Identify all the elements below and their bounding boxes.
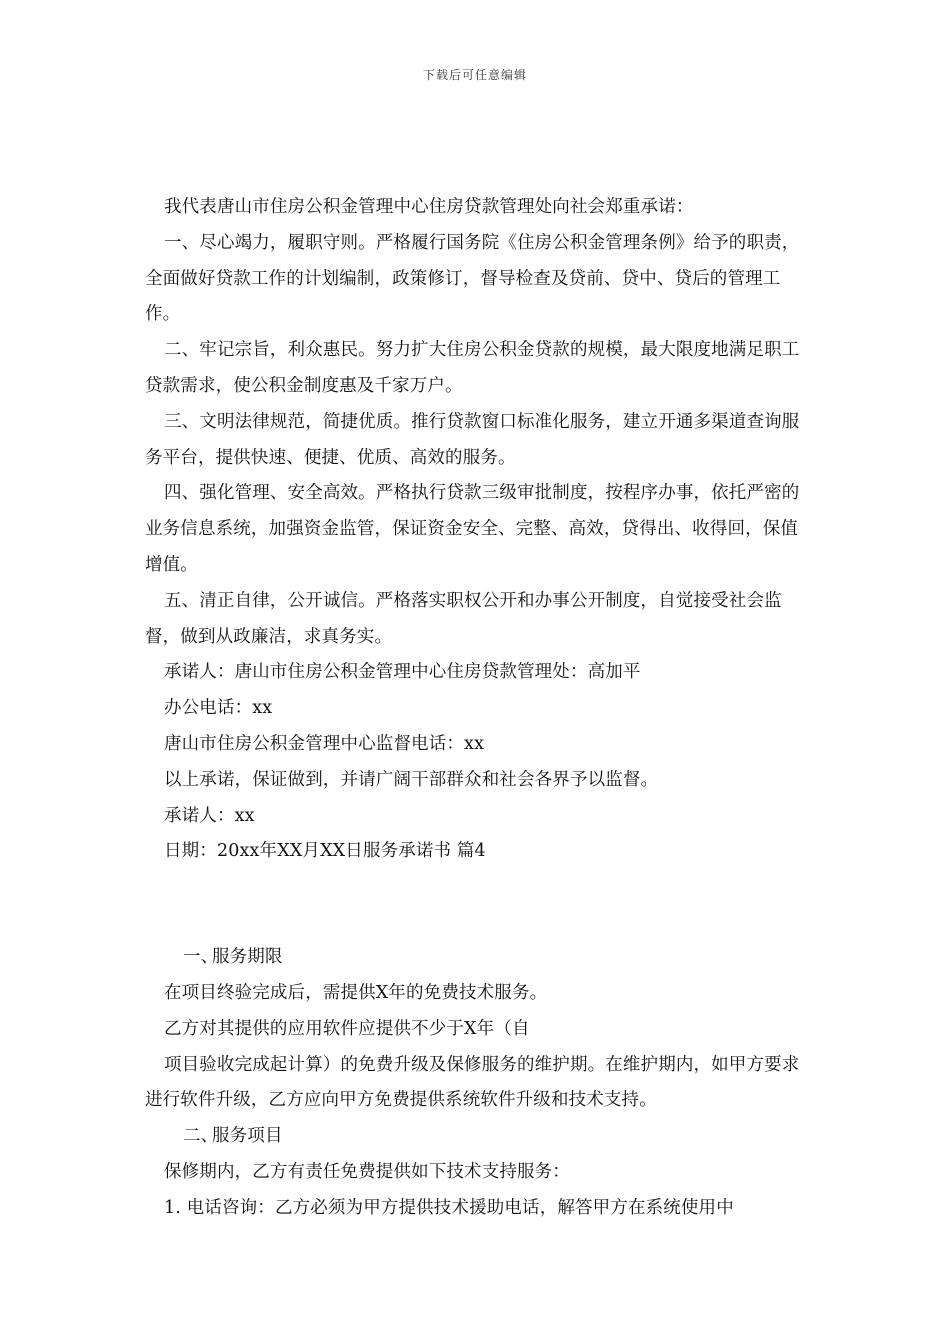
section-title: 服务项目 <box>212 1126 283 1147</box>
service-term-continued: 项目验收完成起计算）的免费升级及保修服务的维护期。在维护期内，如甲方要求进行软件升级，乙方应向甲方免费提供系统软件升级和技术支持。 <box>145 1054 800 1111</box>
section-title: 服务期限 <box>212 947 283 968</box>
signer-line: 承诺人：xx <box>164 805 255 826</box>
pledge-2: 二、牢记宗旨，利众惠民。努力扩大住房公积金贷款的规模，最大限度地满足职工贷款需求，使公积金制度惠及千家万户。 <box>145 340 800 396</box>
section-heading-2 <box>145 1119 810 1155</box>
service-term-line-1: 在项目终验完成后，需提供X年的免费技术服务。 <box>164 982 548 1003</box>
date-line: 日期：20xx年XX月XX日服务承诺书 篇4 <box>164 841 486 862</box>
service-term-line-2: 乙方对其提供的应用软件应提供不少于X年（自 <box>164 1018 530 1039</box>
intro-paragraph: 我代表唐山市住房公积金管理中心住房贷款管理处向社会郑重承诺： <box>164 197 694 217</box>
service-item-1: 1. 电话咨询：乙方必须为甲方提供技术援助电话，解答甲方在系统使用中 <box>164 1197 734 1218</box>
pledge-4: 四、强化管理、安全高效。严格执行贷款三级审批制度，按程序办事，依托严密的业务信息系统，加强资金监管，保证资金安全、完整、高效，贷得出、收得回，保值增值。 <box>145 483 800 575</box>
promisor-line: 承诺人：唐山市住房公积金管理中心住房贷款管理处：高加平 <box>164 662 641 683</box>
pledge-1: 一、尽心竭力，履职守则。严格履行国务院《住房公积金管理条例》给予的职责，全面做好贷款工作的计划编制，政策修订，督导检查及贷前、贷中、贷后的管理工作。 <box>145 232 800 325</box>
closing-statement: 以上承诺，保证做到，并请广阔干部群众和社会各界予以监督。 <box>164 769 659 790</box>
section-number: 二、 <box>183 1126 219 1147</box>
pledge-3: 三、文明法律规范，简捷优质。推行贷款窗口标准化服务，建立开通多渠道查询服务平台，提供快速、便捷、优质、高效的服务。 <box>145 411 800 468</box>
page-header-note: 下载后可任意编辑 <box>422 68 527 82</box>
section-spacer <box>145 870 810 940</box>
document-body <box>145 190 810 1227</box>
section-number: 一、 <box>183 947 219 968</box>
service-items-intro: 保修期内，乙方有责任免费提供如下技术支持服务： <box>164 1161 570 1182</box>
supervision-phone: 唐山市住房公积金管理中心监督电话：xx <box>164 733 485 754</box>
pledge-5: 五、清正自律，公开诚信。严格落实职权公开和办事公开制度，自觉接受社会监督，做到从政廉洁，求真务实。 <box>145 590 782 647</box>
section-heading-1 <box>145 940 810 976</box>
office-phone: 办公电话：xx <box>164 698 273 719</box>
